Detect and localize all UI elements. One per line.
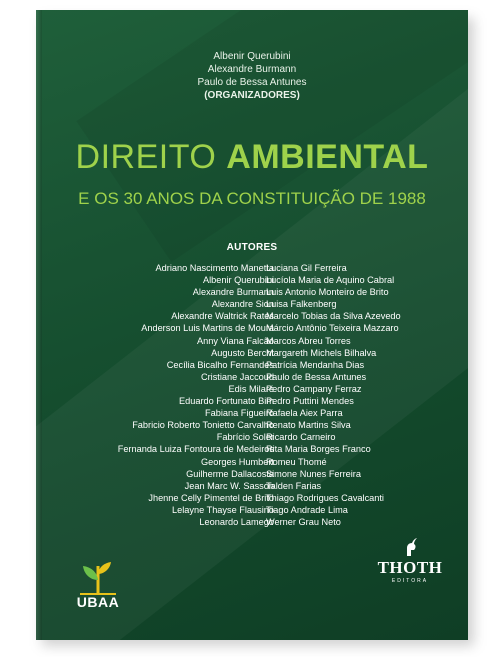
author-name: Luciana Gil Ferreira [266, 263, 347, 273]
author-name: Pedro Campany Ferraz [266, 383, 362, 394]
author-name: Marcelo Tobias da Silva Azevedo [266, 311, 401, 322]
author-name: Pedro Puttini Mendes [266, 396, 354, 407]
author-name: Ricardo Carneiro [266, 432, 336, 443]
author-name: Alexandre Burmann [192, 287, 274, 298]
author-name: Guilherme Dallacosta [186, 468, 274, 479]
author-name: Leonardo Lamego [199, 516, 274, 527]
ubaa-logo [70, 558, 140, 618]
organizer-name: Alexandre Burmann [207, 64, 297, 75]
book-spine [36, 10, 42, 640]
organizers-block [36, 50, 468, 102]
organizers-label: (ORGANIZADORES) [204, 90, 300, 101]
sprout-logo-icon [70, 558, 126, 598]
authors-heading: AUTORES [226, 242, 278, 253]
author-name: Cristiane Jaccoud [200, 371, 274, 382]
author-name: Lelayne Thayse Flausino [172, 504, 274, 515]
author-name: Augusto Bercht [211, 347, 274, 358]
title-part-1: DIREITO [75, 138, 217, 176]
author-name: Luisa Falkenberg [266, 299, 337, 310]
author-name: Albenir Querubini [203, 275, 274, 286]
author-name: Thiago Rodrigues Cavalcanti [266, 492, 384, 503]
author-name: Alexandre Sion [211, 299, 274, 310]
book-title [36, 138, 468, 176]
author-name: Rafaela Aiex Parra [266, 408, 343, 419]
book-cover [36, 10, 468, 640]
author-name: Margareth Michels Bilhalva [266, 347, 377, 358]
author-name: Rita Maria Borges Franco [266, 444, 371, 455]
author-name: Jhenne Celly Pimentel de Brito [148, 492, 274, 503]
author-name: Marcos Abreu Torres [266, 335, 351, 346]
author-name: Eduardo Fortunato Bim [179, 396, 274, 407]
author-name: Simone Nunes Ferreira [266, 468, 361, 479]
author-name: Tiago Andrade Lima [266, 504, 348, 515]
authors-column-right [266, 262, 401, 528]
organizer-name: Paulo de Bessa Antunes [197, 77, 307, 88]
author-name: Fabrício Soler [216, 432, 274, 443]
author-name: Romeu Thomé [266, 456, 327, 467]
publisher-logo [370, 536, 450, 596]
author-name: Cecília Bicalho Fernandes [166, 359, 274, 370]
author-name: Luis Antonio Monteiro de Brito [266, 287, 389, 298]
author-name: Patrícia Mendanha Dias [266, 359, 365, 370]
author-name: Márcio Antônio Teixeira Mazzaro [266, 323, 399, 334]
ibis-bird-icon [399, 536, 421, 558]
author-name: Jean Marc W. Sasson [184, 480, 274, 491]
author-name: Talden Farias [266, 480, 322, 491]
author-name: Edis Milaré [228, 383, 274, 394]
author-name: Anny Viana Falcão [197, 335, 274, 346]
author-name: Lucíola Maria de Aquino Cabral [266, 275, 395, 286]
title-part-2: AMBIENTAL [226, 138, 429, 176]
author-name: Adriano Nascimento Manetta [155, 263, 274, 273]
organizer-name: Albenir Querubini [213, 51, 291, 62]
author-name: Fernanda Luiza Fontoura de Medeiros [117, 444, 274, 455]
publisher-tagline: EDITORA [391, 578, 429, 584]
publisher-name: THOTH [377, 558, 443, 577]
author-name: Renato Martins Silva [266, 420, 351, 431]
author-name: Werner Grau Neto [266, 516, 341, 527]
author-name: Alexandre Waltrick Rates [171, 311, 274, 322]
author-name: Fabricio Roberto Tonietto Carvalho [132, 420, 274, 431]
authors-column-left [118, 262, 274, 528]
author-name: Paulo de Bessa Antunes [266, 371, 367, 382]
book-subtitle: E OS 30 ANOS DA CONSTITUIÇÃO DE 1988 [78, 189, 426, 208]
author-name: Fabiana Figueiró [205, 408, 274, 419]
ubaa-name: UBAA [76, 594, 120, 610]
author-name: Anderson Luis Martins de Moura [141, 323, 274, 334]
author-name: Georges Humbert [200, 456, 274, 467]
